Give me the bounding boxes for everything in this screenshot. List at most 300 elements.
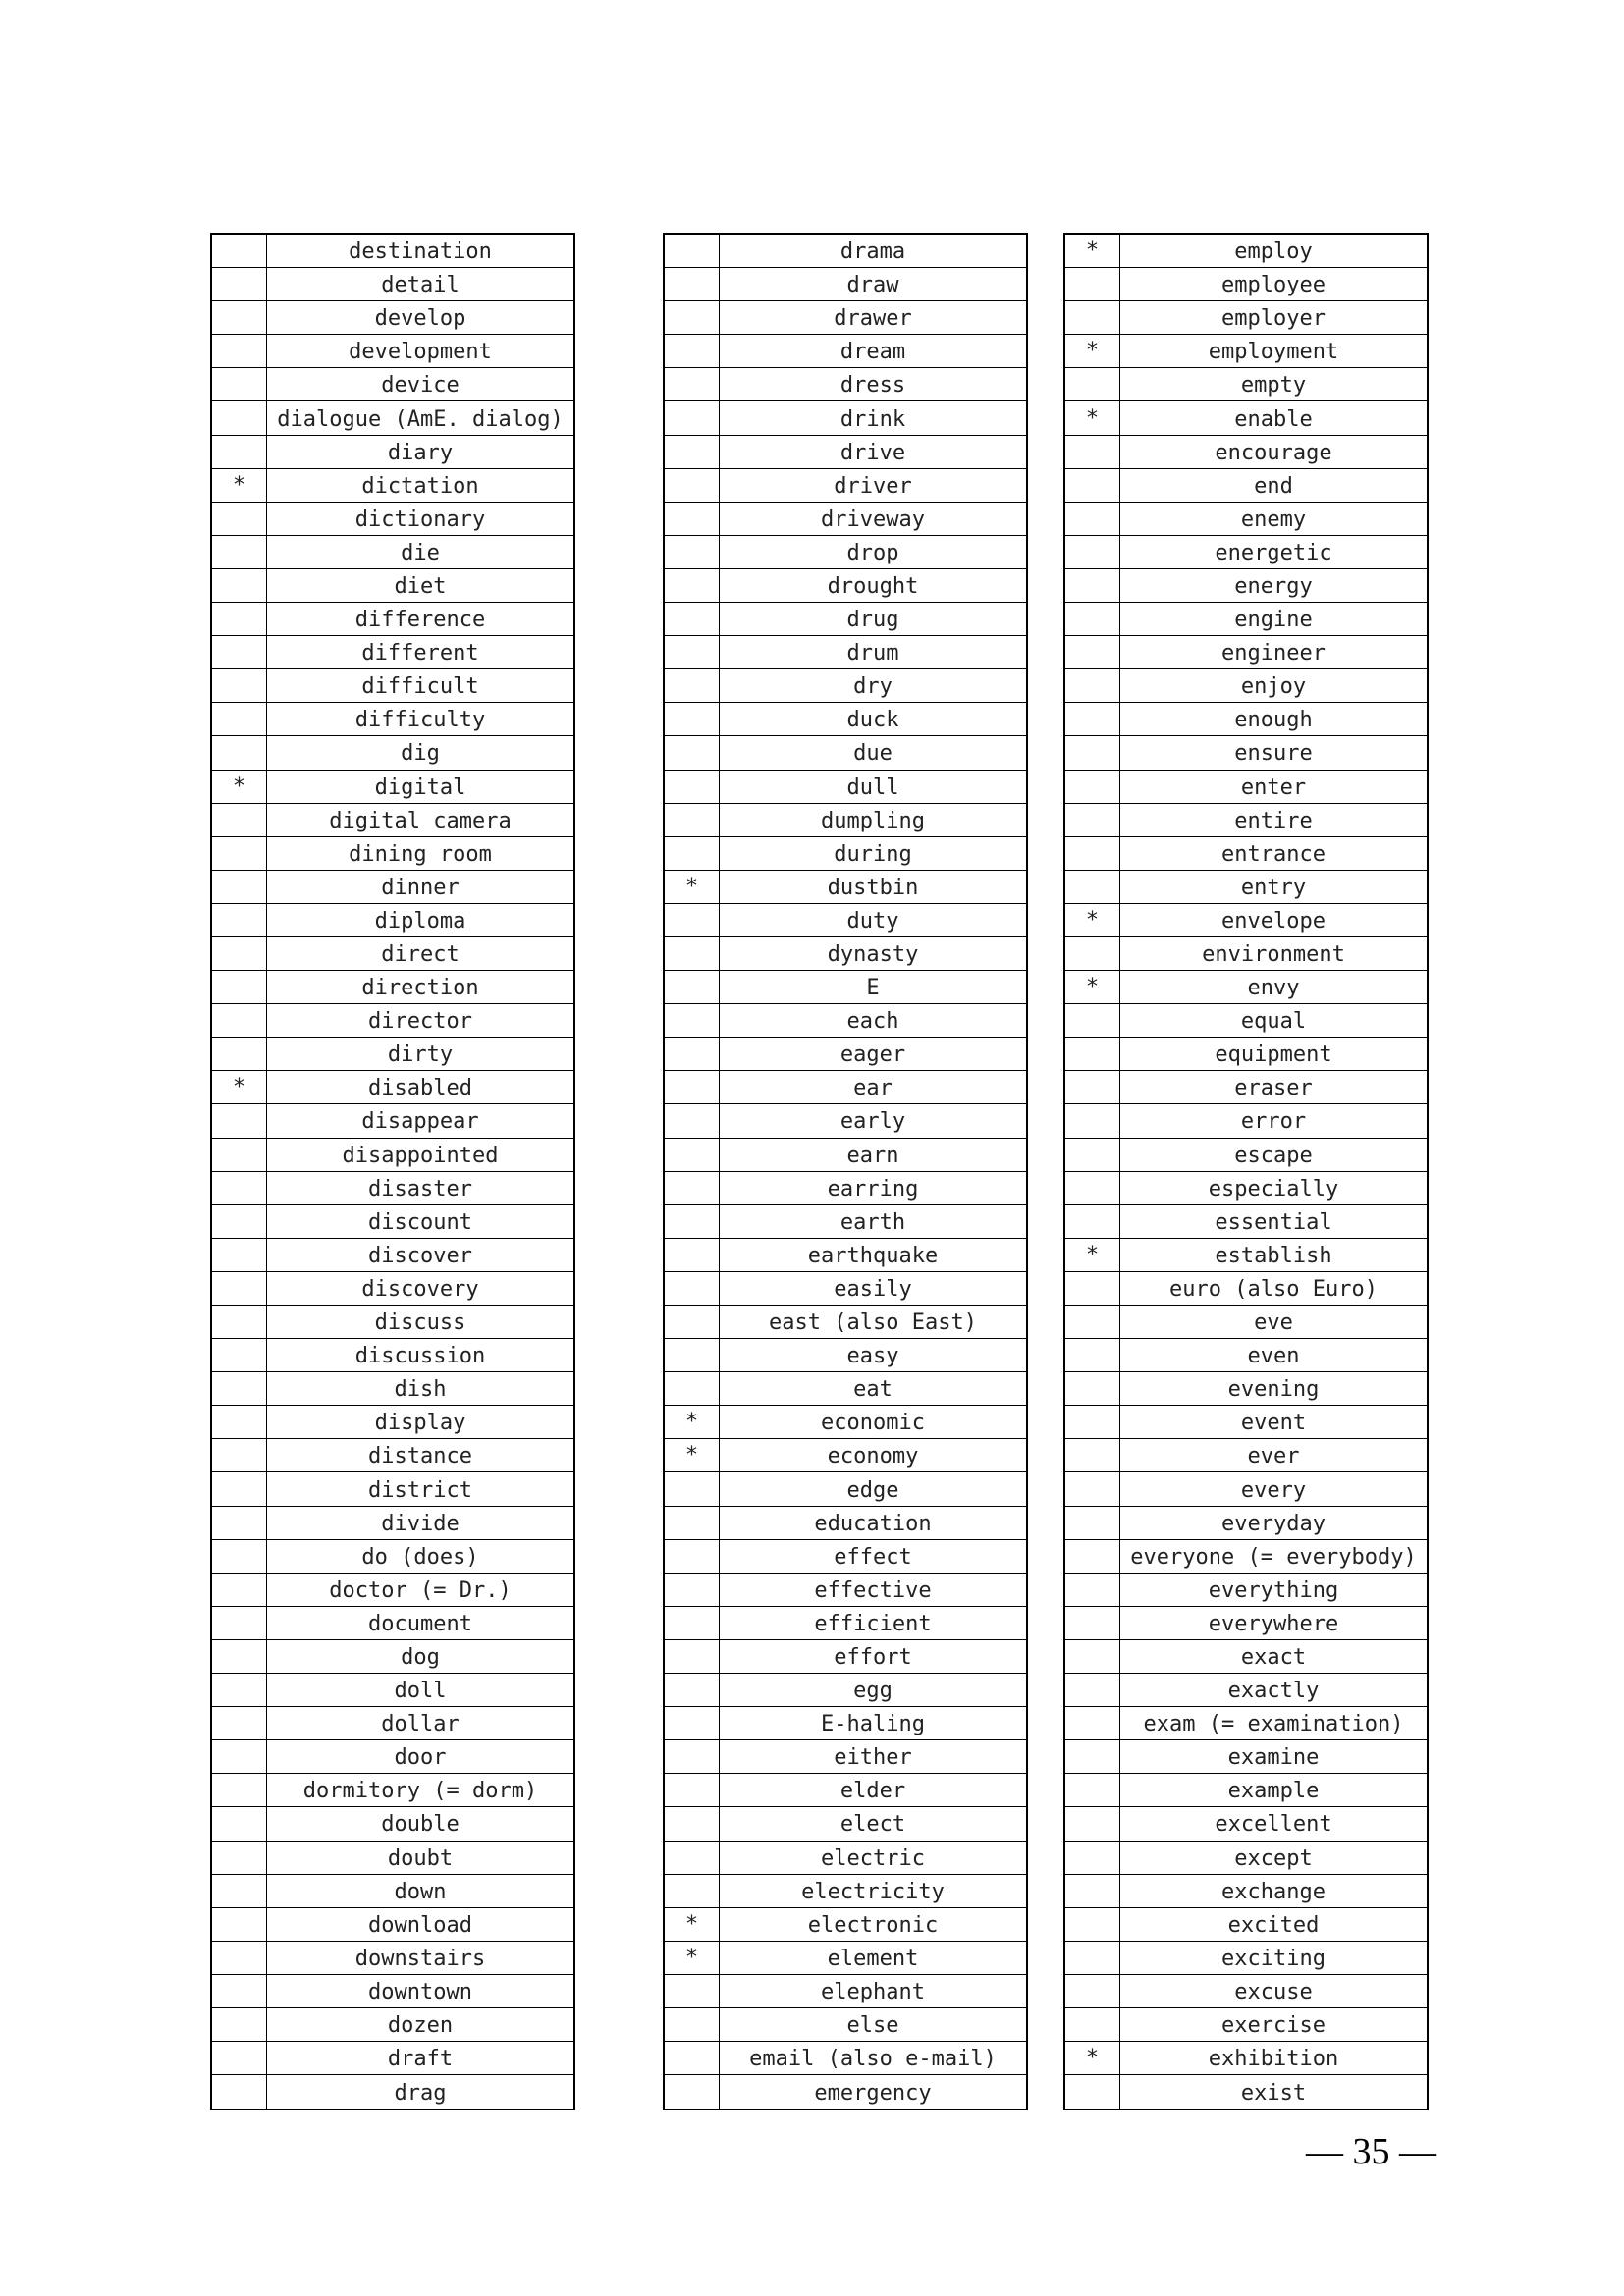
asterisk-mark-cell: * [1065, 335, 1120, 367]
word-cell: disappointed [342, 1143, 499, 1168]
asterisk-mark-cell [212, 1472, 267, 1505]
asterisk-mark-cell [665, 1674, 720, 1706]
asterisk-mark-cell [1065, 536, 1120, 568]
table-row [1065, 1104, 1427, 1138]
asterisk-mark-cell [212, 636, 267, 668]
asterisk-mark-cell [665, 1707, 720, 1739]
table-row [212, 1004, 573, 1038]
asterisk-mark-cell [665, 2008, 720, 2041]
table-row [1065, 1306, 1427, 1339]
table-row [1065, 1004, 1427, 1038]
table-row [1065, 1540, 1427, 1574]
word-cell: edge [846, 1477, 899, 1503]
asterisk-mark-cell [212, 804, 267, 836]
table-row [212, 603, 573, 636]
table-row [1065, 268, 1427, 301]
table-row [665, 235, 1026, 268]
word-cell: develop [374, 306, 466, 332]
word-cell: driver [834, 473, 912, 499]
asterisk-mark-cell [1065, 301, 1120, 334]
asterisk-mark-cell [1065, 1875, 1120, 1907]
asterisk-mark-cell: * [1065, 401, 1120, 434]
asterisk-mark-cell [212, 1774, 267, 1806]
table-row [665, 736, 1026, 770]
word-cell: euro (also Euro) [1169, 1276, 1378, 1302]
word-cell: do (does) [361, 1544, 479, 1570]
asterisk-mark-cell [212, 1306, 267, 1338]
word-cell: economic [821, 1411, 925, 1436]
asterisk-mark-cell [212, 1540, 267, 1573]
table-row [1065, 771, 1427, 804]
word-cell: eat [853, 1377, 893, 1403]
word-cell: exam (= examination) [1143, 1712, 1404, 1737]
word-cell: detail [381, 273, 460, 298]
word-cell: discount [368, 1209, 472, 1235]
table-row [1065, 1707, 1427, 1740]
word-cell: element [827, 1946, 919, 1971]
word-cell: doll [394, 1679, 447, 1704]
asterisk-mark-cell [1065, 603, 1120, 635]
word-cell: eraser [1234, 1076, 1313, 1101]
table-row [212, 1439, 573, 1472]
asterisk-mark-cell [212, 871, 267, 903]
table-row [1065, 235, 1427, 268]
table-row [1065, 1205, 1427, 1239]
asterisk-mark-cell [665, 904, 720, 936]
asterisk-mark-cell [1065, 1507, 1120, 1539]
table-row [212, 1139, 573, 1172]
asterisk-mark-cell [665, 603, 720, 635]
table-row [1065, 1607, 1427, 1640]
asterisk-mark-cell [665, 1842, 720, 1874]
word-cell: dirty [387, 1042, 454, 1068]
word-cell: drama [839, 240, 906, 265]
asterisk-mark-cell [665, 1004, 720, 1037]
asterisk-mark-cell: * [212, 469, 267, 502]
table-row [212, 804, 573, 837]
table-row [212, 569, 573, 603]
asterisk-mark-cell [1065, 871, 1120, 903]
table-row [665, 1707, 1026, 1740]
table-row [212, 636, 573, 669]
table-row [1065, 2075, 1427, 2109]
table-row [1065, 2042, 1427, 2075]
asterisk-mark-cell [1065, 1439, 1120, 1471]
word-cell: environment [1202, 942, 1345, 968]
word-cell: discussion [354, 1344, 486, 1369]
word-cell: evening [1227, 1377, 1320, 1403]
asterisk-mark-cell [212, 1272, 267, 1305]
asterisk-mark-cell [665, 636, 720, 668]
table-row [665, 436, 1026, 469]
word-table-column-2 [663, 233, 1028, 2110]
word-cell: elephant [821, 1979, 925, 2004]
word-cell: every [1240, 1477, 1307, 1503]
asterisk-mark-cell [1065, 1172, 1120, 1204]
asterisk-mark-cell [1065, 1740, 1120, 1773]
asterisk-mark-cell [1065, 2008, 1120, 2041]
table-row [212, 703, 573, 736]
word-cell: dull [846, 774, 899, 800]
asterisk-mark-cell [212, 536, 267, 568]
word-cell: different [361, 641, 479, 667]
asterisk-mark-cell [665, 1774, 720, 1806]
table-row [1065, 301, 1427, 335]
table-row [665, 1942, 1026, 1975]
asterisk-mark-cell [665, 1372, 720, 1405]
word-cell: destination [349, 240, 492, 265]
word-cell: difficulty [354, 708, 486, 733]
table-row [212, 1842, 573, 1875]
word-cell: ever [1247, 1444, 1300, 1469]
word-cell: dinner [381, 875, 460, 900]
word-cell: everything [1208, 1577, 1339, 1603]
table-row [212, 1574, 573, 1607]
asterisk-mark-cell [212, 1239, 267, 1271]
word-cell: door [394, 1745, 447, 1771]
word-cell: device [381, 373, 460, 399]
table-row [212, 736, 573, 770]
word-cell: ensure [1234, 741, 1313, 767]
table-row [212, 2075, 573, 2109]
table-row [665, 1740, 1026, 1774]
table-row [1065, 669, 1427, 703]
word-cell: enjoy [1240, 674, 1307, 700]
table-row [665, 1640, 1026, 1674]
asterisk-mark-cell [212, 2075, 267, 2109]
word-cell: entrance [1221, 841, 1326, 867]
word-cell: duck [846, 708, 899, 733]
asterisk-mark-cell [665, 1975, 720, 2007]
table-row [212, 1674, 573, 1707]
word-cell: employer [1221, 306, 1326, 332]
asterisk-mark-cell [212, 1807, 267, 1840]
word-cell: earring [827, 1176, 919, 1201]
table-row [212, 1104, 573, 1138]
table-row [665, 1104, 1026, 1138]
word-cell: dictionary [354, 507, 486, 532]
asterisk-mark-cell [665, 1640, 720, 1673]
table-row [212, 503, 573, 536]
table-row [665, 804, 1026, 837]
table-row [1065, 937, 1427, 971]
table-row [212, 1239, 573, 1272]
asterisk-mark-cell [665, 1540, 720, 1573]
table-row [212, 401, 573, 435]
table-row [1065, 871, 1427, 904]
table-row [665, 1071, 1026, 1104]
word-cell: display [374, 1411, 466, 1436]
word-cell: diploma [374, 908, 466, 934]
table-row [665, 536, 1026, 569]
table-row [1065, 1975, 1427, 2008]
asterisk-mark-cell [212, 436, 267, 468]
asterisk-mark-cell [665, 436, 720, 468]
table-row [1065, 804, 1427, 837]
word-cell: dumpling [821, 808, 925, 833]
table-row [212, 669, 573, 703]
asterisk-mark-cell [1065, 268, 1120, 300]
table-row [665, 1908, 1026, 1942]
word-cell: ear [853, 1076, 893, 1101]
asterisk-mark-cell [665, 301, 720, 334]
table-row [665, 871, 1026, 904]
asterisk-mark-cell: * [1065, 971, 1120, 1003]
word-cell: eager [839, 1042, 906, 1068]
table-row [665, 1306, 1026, 1339]
asterisk-mark-cell [665, 235, 720, 267]
table-row [212, 1205, 573, 1239]
asterisk-mark-cell [212, 1038, 267, 1070]
word-cell: enough [1234, 708, 1313, 733]
asterisk-mark-cell [665, 1272, 720, 1305]
table-row [1065, 368, 1427, 401]
word-cell: drop [846, 540, 899, 565]
asterisk-mark-cell [212, 1172, 267, 1204]
word-cell: energetic [1215, 540, 1332, 565]
asterisk-mark-cell [1065, 804, 1120, 836]
table-row [665, 1004, 1026, 1038]
asterisk-mark-cell [212, 569, 267, 602]
word-cell: earth [839, 1209, 906, 1235]
table-row [665, 1339, 1026, 1372]
word-cell: doctor (= Dr.) [329, 1577, 512, 1603]
word-cell: dollar [381, 1712, 460, 1737]
table-row [1065, 703, 1427, 736]
asterisk-mark-cell [1065, 1674, 1120, 1706]
asterisk-mark-cell [212, 235, 267, 267]
table-row [665, 1172, 1026, 1205]
table-row [212, 937, 573, 971]
word-cell: excuse [1234, 1979, 1313, 2004]
word-cell: district [368, 1477, 472, 1503]
asterisk-mark-cell [665, 1306, 720, 1338]
asterisk-mark-cell [212, 1439, 267, 1471]
table-row [1065, 837, 1427, 871]
word-cell: effective [814, 1577, 932, 1603]
word-cell: discover [368, 1243, 472, 1268]
asterisk-mark-cell [212, 401, 267, 434]
table-row [1065, 971, 1427, 1004]
table-row [1065, 569, 1427, 603]
word-cell: document [368, 1611, 472, 1636]
asterisk-mark-cell [212, 1406, 267, 1438]
word-cell: employ [1234, 240, 1313, 265]
table-row [1065, 1406, 1427, 1439]
table-row [665, 1372, 1026, 1406]
word-cell: dustbin [827, 875, 919, 900]
table-row [665, 1842, 1026, 1875]
asterisk-mark-cell [665, 1875, 720, 1907]
word-cell: dialogue (AmE. dialog) [277, 406, 564, 432]
table-row [212, 1975, 573, 2008]
table-row [1065, 536, 1427, 569]
word-cell: easy [846, 1344, 899, 1369]
asterisk-mark-cell [665, 2075, 720, 2109]
table-row [665, 2042, 1026, 2075]
asterisk-mark-cell [1065, 1842, 1120, 1874]
table-row [212, 1507, 573, 1540]
word-cell: enemy [1240, 507, 1307, 532]
asterisk-mark-cell [665, 1205, 720, 1238]
table-row [1065, 1272, 1427, 1306]
asterisk-mark-cell [1065, 569, 1120, 602]
table-row [665, 1507, 1026, 1540]
asterisk-mark-cell [212, 1875, 267, 1907]
word-cell: double [381, 1812, 460, 1838]
word-cell: employment [1208, 340, 1339, 365]
word-cell: downstairs [354, 1946, 486, 1971]
asterisk-mark-cell [1065, 469, 1120, 502]
word-cell: drag [394, 2080, 447, 2106]
word-cell: encourage [1215, 440, 1332, 465]
table-row [1065, 1674, 1427, 1707]
word-cell: difference [354, 608, 486, 633]
asterisk-mark-cell [665, 937, 720, 970]
word-cell: exchange [1221, 1879, 1326, 1904]
table-row [212, 1908, 573, 1942]
word-cell: electricity [801, 1879, 945, 1904]
table-row [665, 1674, 1026, 1707]
asterisk-mark-cell [665, 536, 720, 568]
asterisk-mark-cell [1065, 1472, 1120, 1505]
asterisk-mark-cell: * [212, 771, 267, 803]
word-cell: downtown [368, 1979, 472, 2004]
word-cell: discovery [361, 1276, 479, 1302]
word-cell: everyone (= everybody) [1130, 1544, 1417, 1570]
asterisk-mark-cell [1065, 1908, 1120, 1941]
word-cell: direction [361, 976, 479, 1001]
asterisk-mark-cell [212, 603, 267, 635]
word-table-column-1 [210, 233, 575, 2110]
asterisk-mark-cell [1065, 2075, 1120, 2109]
table-row [665, 971, 1026, 1004]
word-cell: either [834, 1745, 912, 1771]
asterisk-mark-cell [1065, 503, 1120, 535]
word-cell: dining room [349, 841, 492, 867]
table-row [665, 904, 1026, 937]
asterisk-mark-cell [665, 569, 720, 602]
asterisk-mark-cell [212, 1640, 267, 1673]
asterisk-mark-cell [212, 1908, 267, 1941]
asterisk-mark-cell [212, 1104, 267, 1137]
asterisk-mark-cell: * [665, 1942, 720, 1974]
word-cell: entry [1240, 875, 1307, 900]
asterisk-mark-cell [1065, 1807, 1120, 1840]
asterisk-mark-cell [665, 1139, 720, 1171]
table-row [212, 436, 573, 469]
asterisk-mark-cell [212, 669, 267, 702]
table-row [665, 335, 1026, 368]
word-cell: email (also e-mail) [749, 2047, 997, 2072]
word-cell: diary [387, 440, 454, 465]
table-row [665, 1975, 1026, 2008]
asterisk-mark-cell [1065, 1372, 1120, 1405]
asterisk-mark-cell [1065, 1774, 1120, 1806]
table-row [1065, 335, 1427, 368]
table-row [212, 335, 573, 368]
asterisk-mark-cell [665, 1740, 720, 1773]
asterisk-mark-cell [1065, 736, 1120, 769]
table-row [665, 1205, 1026, 1239]
word-cell: drink [839, 406, 906, 432]
table-row [665, 1574, 1026, 1607]
table-row [665, 1472, 1026, 1506]
word-cell: engine [1234, 608, 1313, 633]
asterisk-mark-cell [665, 771, 720, 803]
word-cell: emergency [814, 2080, 932, 2106]
asterisk-mark-cell [212, 1507, 267, 1539]
word-cell: dig [401, 741, 440, 767]
table-row [212, 368, 573, 401]
table-row [1065, 1875, 1427, 1908]
word-cell: dress [839, 373, 906, 399]
word-cell: essential [1215, 1209, 1332, 1235]
word-cell: efficient [814, 1611, 932, 1636]
word-cell: E [866, 976, 880, 1001]
asterisk-mark-cell [212, 971, 267, 1003]
table-row [1065, 1071, 1427, 1104]
asterisk-mark-cell [1065, 436, 1120, 468]
asterisk-mark-cell: * [665, 1908, 720, 1941]
asterisk-mark-cell [1065, 1607, 1120, 1639]
table-row [1065, 1239, 1427, 1272]
word-cell: especially [1208, 1176, 1339, 1201]
table-row [665, 2008, 1026, 2042]
word-cell: due [853, 741, 893, 767]
table-row [1065, 1807, 1427, 1841]
word-cell: during [834, 841, 912, 867]
table-row [212, 1942, 573, 1975]
asterisk-mark-cell [665, 401, 720, 434]
table-row [1065, 1774, 1427, 1807]
word-cell: energy [1234, 573, 1313, 599]
table-row [1065, 1339, 1427, 1372]
asterisk-mark-cell [1065, 771, 1120, 803]
word-cell: establish [1215, 1243, 1332, 1268]
asterisk-mark-cell [665, 1807, 720, 1840]
asterisk-mark-cell [212, 1339, 267, 1371]
table-row [212, 1640, 573, 1674]
word-cell: egg [853, 1679, 893, 1704]
asterisk-mark-cell [212, 1139, 267, 1171]
table-row [1065, 2008, 1427, 2042]
word-cell: diet [394, 573, 447, 599]
asterisk-mark-cell [212, 1842, 267, 1874]
word-cell: enable [1234, 406, 1313, 432]
asterisk-mark-cell [665, 268, 720, 300]
table-row [212, 301, 573, 335]
table-row [212, 1306, 573, 1339]
asterisk-mark-cell: * [1065, 2042, 1120, 2074]
word-cell: example [1227, 1779, 1320, 1804]
table-row [665, 469, 1026, 503]
asterisk-mark-cell [1065, 1004, 1120, 1037]
word-cell: economy [827, 1444, 919, 1469]
asterisk-mark-cell [665, 1038, 720, 1070]
table-row [212, 1339, 573, 1372]
word-cell: drawer [834, 306, 912, 332]
table-row [665, 1540, 1026, 1574]
asterisk-mark-cell [665, 368, 720, 400]
word-cell: error [1240, 1109, 1307, 1135]
table-row [1065, 1439, 1427, 1472]
word-cell: difficult [361, 674, 479, 700]
asterisk-mark-cell: * [665, 1406, 720, 1438]
asterisk-mark-cell: * [1065, 904, 1120, 936]
asterisk-mark-cell [665, 1507, 720, 1539]
table-row [212, 1172, 573, 1205]
